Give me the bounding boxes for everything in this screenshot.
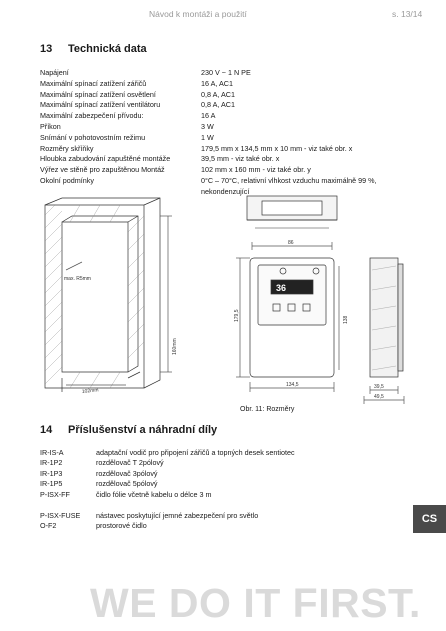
- spec-value: 39,5 mm - viz také obr. x: [201, 154, 280, 164]
- section-14-number: 14: [40, 424, 53, 436]
- accessory-desc: rozdělovač 3pólový: [96, 468, 158, 478]
- display-value: 36: [276, 283, 287, 293]
- spec-value: 1 W: [201, 132, 214, 142]
- section-14-title: Příslušenství a náhradní díly: [68, 424, 218, 436]
- bottom-width-label: 134,5: [286, 382, 299, 388]
- spec-label: Maximální zabezpečení přívodu:: [40, 111, 144, 121]
- spec-label: Maximální spínací zatížení ventilátoru: [40, 100, 161, 110]
- section-13-number: 13: [40, 43, 53, 55]
- spec-label: Hloubka zabudování zapuštěné montáže: [40, 154, 171, 164]
- spec-value: 16 A: [201, 111, 216, 121]
- spec-label: Napájení: [40, 68, 69, 77]
- document-title: Návod k montáži a použití: [149, 9, 247, 19]
- spec-value: 0,8 A, AC1: [201, 100, 235, 110]
- accessory-desc: prostorové čidlo: [96, 521, 147, 531]
- accessory-code: IR-1P5: [40, 479, 63, 489]
- accessory-code: IR-1P3: [40, 468, 63, 478]
- inner-height-label: 138: [343, 315, 349, 324]
- front-view-drawing: [236, 242, 339, 392]
- spec-label: Příkon: [40, 122, 61, 131]
- spec-label: Rozměry skříňky: [40, 143, 94, 153]
- radius-label: max. R5mm: [64, 276, 91, 282]
- accessory-desc: adaptační vodič pro připojení zářičů a topných desek sentiotec: [96, 448, 295, 457]
- accessory-code: O-F2: [40, 521, 57, 531]
- side-view-drawing: [364, 258, 404, 404]
- spec-value: 0,8 A, AC1: [201, 89, 235, 99]
- accessory-code: IR-IS-A: [40, 448, 64, 457]
- depth-label: 39,5: [374, 384, 384, 390]
- spec-label: Maximální spínací zatížení osvětlení: [40, 89, 156, 99]
- cutout-width-label: 102mm: [81, 387, 99, 395]
- accessory-desc: rozdělovač 5pólový: [96, 479, 158, 489]
- figure-caption: Obr. 11: Rozměry: [240, 406, 295, 413]
- page-number: s. 13/14: [392, 9, 423, 19]
- brand-slogan: WE DO IT FIRST.: [90, 580, 421, 626]
- language-tab: CS: [413, 505, 446, 533]
- spec-value: 3 W: [201, 122, 214, 131]
- accessory-desc: rozdělovač T 2pólový: [96, 458, 164, 468]
- top-width-label: 86: [288, 240, 294, 246]
- accessory-code: P-ISX-FF: [40, 489, 70, 499]
- accessory-desc: nástavec poskytující jemné zabezpečení pro světlo: [96, 511, 259, 520]
- spec-label: Výřez ve stěně pro zapuštěnou Montáž: [40, 165, 165, 175]
- spec-value-continued: nekondenzující: [201, 186, 250, 196]
- section-13-title: Technická data: [68, 43, 147, 55]
- overall-height-label: 179,5: [234, 309, 240, 322]
- spec-value: 102 mm x 160 mm - viz také obr. y: [201, 165, 311, 175]
- spec-value: 16 A, AC1: [201, 78, 233, 88]
- spec-label: Snímání v pohotovostním režimu: [40, 132, 146, 142]
- top-view-drawing: [247, 196, 337, 228]
- spec-value: 0°C – 70°C, relativní vlhkost vzduchu maximálně 99 %,: [201, 176, 377, 185]
- wall-cutout-drawing: [45, 198, 172, 392]
- spec-value: 179,5 mm x 134,5 mm x 10 mm - viz také obr. x: [201, 143, 353, 153]
- accessory-code: P-ISX-FUSE: [40, 511, 81, 520]
- cutout-height-label: 160mm: [172, 338, 178, 355]
- spec-label: Okolní podmínky: [40, 176, 94, 185]
- accessory-desc: čidlo fólie včetně kabelu o délce 3 m: [96, 489, 212, 499]
- accessory-code: IR-1P2: [40, 458, 63, 468]
- depth-total-label: 49,5: [374, 394, 384, 400]
- spec-label: Maximální spínací zatížení zářičů: [40, 78, 147, 88]
- spec-value: 230 V ~ 1 N PE: [201, 68, 251, 77]
